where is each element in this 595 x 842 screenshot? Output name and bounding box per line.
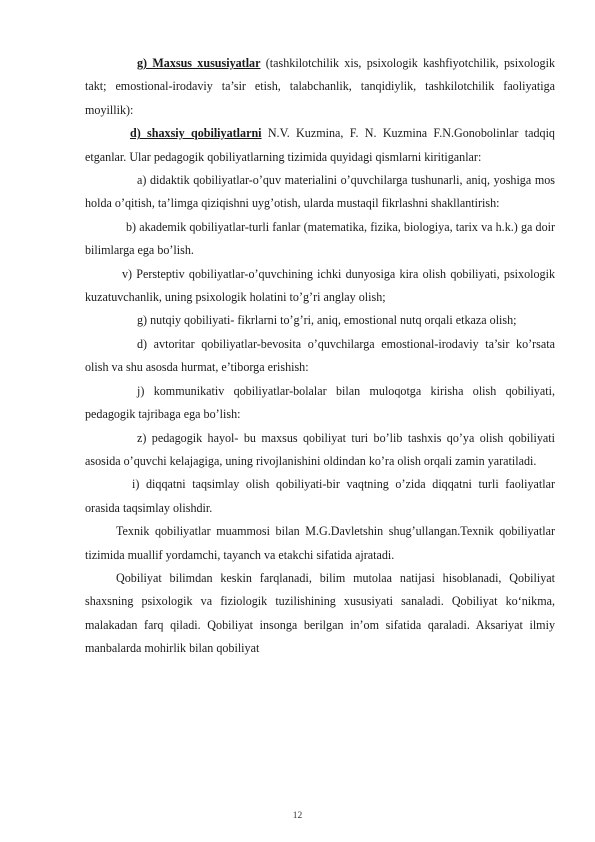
paragraph-personal-abilities	[85, 122, 555, 169]
paragraph-special-traits	[85, 52, 555, 122]
list-item-didactic: a) didaktik qobiliyatlar-o’quv materialini o’quvchilarga tushunarli, aniq, yoshiga mos holda o’qitish, ta’limga qiziqishni uyg’otish, ularda mustaqil fikrlashni shakllantirish:	[85, 173, 555, 211]
page-body	[85, 52, 555, 661]
page-number: 12	[292, 811, 303, 821]
list-item-pedagogical-imagination: z) pedagogik hayol- bu maxsus qobiliyat turi bo’lib tashxis qo’ya olish qobiliyati asosida o’quvchi kelajagiga, uning rivojlanishini oldindan ko’ra olish orqali zamin yaratiladi.	[85, 430, 555, 468]
term-special-traits: g) Maxsus xususiyatlar	[137, 56, 261, 70]
list-item-academic: b) akademik qobiliyatlar-turli fanlar (matematika, fizika, biologiya, tarix va h.k.) ga doir bilimlarga ega bo’lish.	[85, 219, 555, 258]
paragraph-ability-vs-knowledge: Qobiliyat bilimdan keskin farqlanadi, bilim mutolaa natijasi hisoblanadi, Qobiliyat shaxsning psixologik va fiziologik tuzilishining xususiyati sanaladi. Qobiliyat ko‘nikma, malakadan farq qiladi. Qobiliyat insonga berilgan in’om sifatida qaraladi. Aksariyat ilmiy manbalarda mohirlik bilan qobiliyat	[85, 570, 555, 656]
list-item-speech: g) nutqiy qobiliyati- fikrlarni to’g’ri, aniq, emostional nutq orqali etkaza olish;	[137, 313, 517, 328]
list-item-perceptive: v) Persteptiv qobiliyatlar-o’quvchining ichki dunyosiga kira olish qobiliyati, psixologik kuzatuvchanlik, uning psixologik holatini to’g’ri anglay olish;	[85, 266, 555, 305]
paragraph-text: (tashkilotchilik xis, psixologik kashfiyotchilik, psixologik takt; emostional-irodaviy ta’sir etish, talabchanlik, tanqidiylik, tashkilotchilik faoliyatiga moyillik):	[85, 56, 556, 117]
paragraph-text: N.V. Kuzmina, F. N. Kuzmina F.N.Gonobolinlar tadqiq etganlar. Ular pedagogik qobiliyatlarning tizimida quyidagi qismlarni kiritiganlar:	[85, 126, 555, 164]
paragraph-technical-abilities: Texnik qobiliyatlar muammosi bilan M.G.Davletshin shug’ullangan.Texnik qobiliyatlar tizimida muallif yordamchi, tayanch va etakchi sifatida ajratadi.	[85, 524, 555, 562]
list-item-communicative: j) kommunikativ qobiliyatlar-bolalar bilan muloqotga kirisha olish qobiliyati, pedagogik tajribaga ega bo’lish:	[85, 383, 555, 422]
list-item-authoritarian: d) avtoritar qobiliyatlar-bevosita o’quvchilarga emostional-irodaviy ta’sir ko’rsata olish va shu asosda hurmat, e’tiborga erishish:	[85, 336, 555, 375]
list-item-attention: i) diqqatni taqsimlay olish qobiliyati-bir vaqtning o’zida diqqatni turli faoliyatlar orasida taqsimlay olishdir.	[85, 477, 555, 515]
term-personal-abilities: d) shaxsiy qobiliyatlarni	[130, 126, 262, 141]
